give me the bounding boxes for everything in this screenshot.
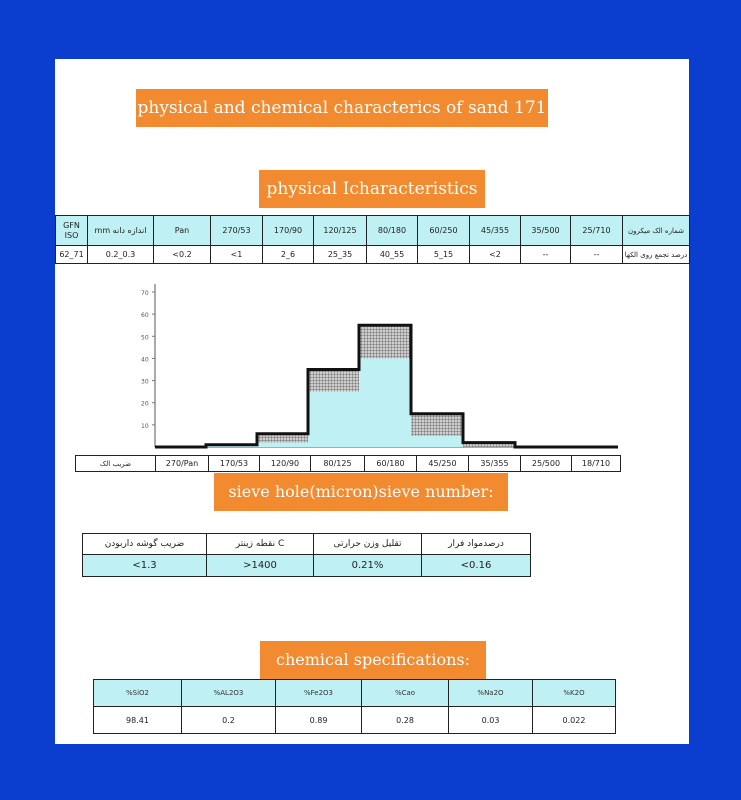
x-category: 170/53 [209, 456, 260, 472]
sieve-value-cell: 2_6 [263, 246, 314, 264]
lower-bound-bar [411, 436, 463, 447]
y-tick-label: 20 [141, 400, 149, 408]
x-category: 120/90 [260, 456, 311, 472]
sieve-value-cell: 40_55 [367, 246, 418, 264]
x-category: 80/125 [311, 456, 365, 472]
y-tick-label: 70 [141, 290, 149, 297]
page-title: physical and chemical characterics of sand 171 [136, 89, 548, 127]
chemical-header-cell: %Na2O [449, 680, 533, 707]
x-category: 25/500 [521, 456, 572, 472]
properties-value-cell: 0.21% [314, 555, 422, 577]
chemical-value-cell: 0.2 [182, 707, 276, 734]
y-tick-label: 50 [141, 334, 149, 342]
chemical-header-cell: %Cao [362, 680, 449, 707]
range-band-bar [308, 370, 359, 392]
x-category: 35/355 [469, 456, 521, 472]
range-band-bar [359, 325, 411, 358]
sieve-value-cell: <1 [211, 246, 263, 264]
sieve-header-cell: GFN ISO [56, 216, 88, 246]
x-category: 270/Pan [156, 456, 209, 472]
y-tick-labels [141, 290, 155, 430]
range-band-bar [463, 443, 515, 447]
properties-table [82, 533, 531, 577]
chemical-table [93, 679, 616, 734]
histogram-outline [155, 325, 618, 447]
chemical-header-cell: %K2O [533, 680, 616, 707]
sieve-header-cell: 170/90 [263, 216, 314, 246]
sieve-value-cell: <2 [470, 246, 521, 264]
range-band-bar [411, 414, 463, 436]
x-category: 18/710 [572, 456, 621, 472]
chemical-value-cell: 0.28 [362, 707, 449, 734]
properties-header-row [83, 534, 531, 555]
lower-bound-bar [257, 443, 308, 447]
properties-header-cell: ضریب گوشه داربودن [83, 534, 207, 555]
sieve-header-cell: 270/53 [211, 216, 263, 246]
sieve-header-cell: 120/125 [314, 216, 367, 246]
properties-header-cell: تقلیل وزن حرارتی [314, 534, 422, 555]
range-band-bar [257, 434, 308, 443]
sieve-header-cell: 80/180 [367, 216, 418, 246]
properties-value-cell: <0.16 [422, 555, 531, 577]
chemical-header-row [94, 680, 616, 707]
sieve-value-cell: -- [571, 246, 623, 264]
properties-header-cell: درصدمواد فرار [422, 534, 531, 555]
sieve-value-row [56, 246, 690, 264]
chemical-value-cell: 98.41 [94, 707, 182, 734]
sieve-header-cell: mm اندازه دانه [88, 216, 154, 246]
properties-header-cell: نقطه زینتر C [207, 534, 314, 555]
y-tick-label: 60 [141, 312, 149, 320]
chemical-heading: chemical specifications: [260, 641, 486, 679]
properties-value-cell: <1.3 [83, 555, 207, 577]
sieve-value-cell: 0.2_0.3 [88, 246, 154, 264]
chemical-value-cell: 0.022 [533, 707, 616, 734]
sieve-header-cell: 60/250 [418, 216, 470, 246]
lower-bound-bar [308, 392, 359, 447]
y-axis [155, 284, 618, 447]
y-tick-label: 40 [141, 356, 149, 364]
x-category: 60/180 [365, 456, 417, 472]
sieve-value-cell: درصد تجمع روی الکها [623, 246, 690, 264]
sieve-header-cell: شماره الک میکرون [623, 216, 690, 246]
sieve-header-cell: 45/355 [470, 216, 521, 246]
sieve-value-cell: 62_71 [56, 246, 88, 264]
y-tick-label: 10 [141, 422, 149, 430]
properties-value-cell: >1400 [207, 555, 314, 577]
chemical-value-cell: 0.03 [449, 707, 533, 734]
chemical-header-cell: %SiO2 [94, 680, 182, 707]
lower-bound-bar [359, 358, 411, 447]
sieve-value-cell: 5_15 [418, 246, 470, 264]
sieve-header-row [56, 216, 690, 246]
sieve-header-cell: 35/500 [521, 216, 571, 246]
x-axis-category-row [75, 455, 621, 472]
properties-value-row [83, 555, 531, 577]
x-category: 45/250 [417, 456, 469, 472]
sieve-header-cell: Pan [154, 216, 211, 246]
chemical-value-cell: 0.89 [276, 707, 362, 734]
histogram-bars [206, 325, 515, 447]
x-axis-label: ضریب الک [76, 456, 156, 472]
sieve-heading: sieve hole(micron)sieve number: [214, 473, 508, 511]
sieve-value-cell: 25_35 [314, 246, 367, 264]
y-tick-label: 30 [141, 378, 149, 386]
physical-heading: physical Icharacteristics [259, 170, 485, 208]
sieve-header-cell: 25/710 [571, 216, 623, 246]
chemical-value-row [94, 707, 616, 734]
sieve-table [55, 215, 690, 264]
chemical-header-cell: %Fe2O3 [276, 680, 362, 707]
document-sheet [55, 59, 689, 744]
sieve-value-cell: <0.2 [154, 246, 211, 264]
chemical-header-cell: %AL2O3 [182, 680, 276, 707]
sieve-value-cell: -- [521, 246, 571, 264]
lower-bound-bar [206, 445, 257, 447]
